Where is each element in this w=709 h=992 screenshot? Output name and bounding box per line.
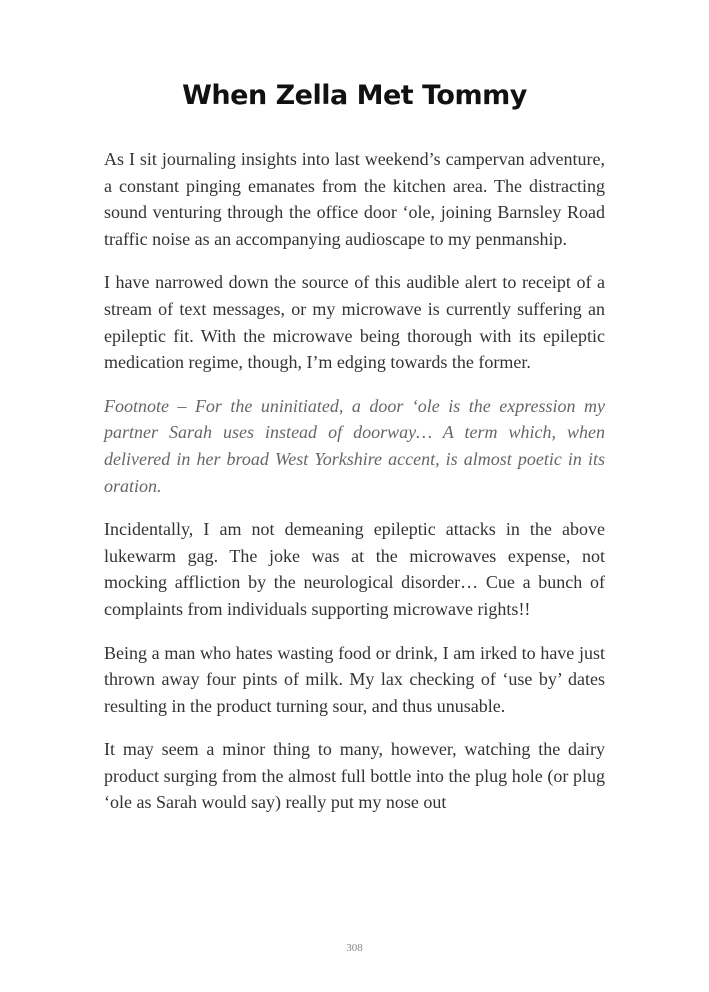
footnote: Footnote – For the uninitiated, a door ‘ole is the expression my partner Sarah uses instead of doorway… A term which, when delivered in her broad West Yorkshire accent, is almost poetic in its oration. <box>104 395 605 496</box>
paragraph: As I sit journaling insights into last weekend’s campervan adventure, a constant pinging emanates from the kitchen area. The distracting sound venturing through the office door ‘ole, joining Barnsley Road traffic noise as an accompanying audioscape to my penmanship. <box>104 149 605 249</box>
paragraph: Incidentally, I am not demeaning epileptic attacks in the above lukewarm gag. The joke was at the microwaves expense, not mocking affliction by the neurological disorder… Cue a bunch of complaints from individuals supporting microwave rights!! <box>104 519 605 619</box>
body-text <box>104 146 605 833</box>
paragraph: Being a man who hates wasting food or drink, I am irked to have just thrown away four pints of milk. My lax checking of ‘use by’ dates resulting in the product turning sour, and thus unusable. <box>104 642 605 716</box>
paragraph: It may seem a minor thing to many, however, watching the dairy product surging from the almost full bottle into the plug hole (or plug ‘ole as Sarah would say) really put my nose out <box>104 739 605 813</box>
page-number: 308 <box>346 942 363 954</box>
paragraph: I have narrowed down the source of this audible alert to receipt of a stream of text messages, or my microwave is currently suffering an epileptic fit. With the microwave being thorough with its epileptic medication regime, though, I’m edging towards the former. <box>104 272 605 373</box>
chapter-title: When Zella Met Tommy <box>182 80 527 111</box>
